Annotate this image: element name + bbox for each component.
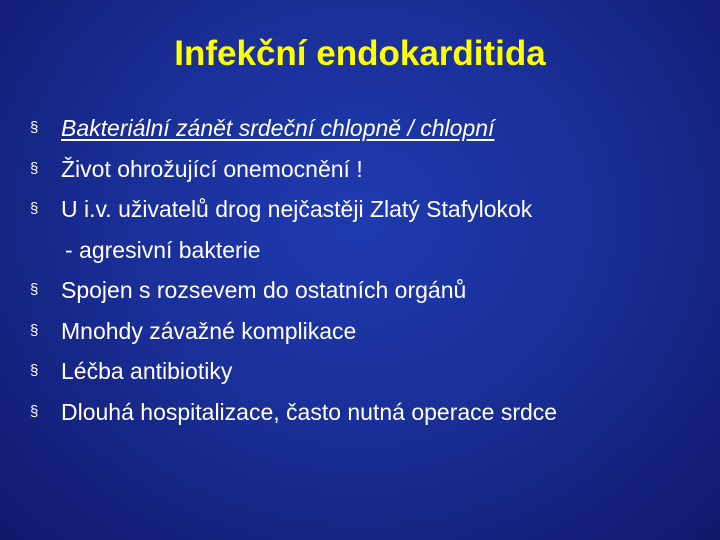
list-item-text: Léčba antibiotiky (61, 358, 233, 384)
list-item-text: Život ohrožující onemocnění ! (61, 155, 363, 182)
list-item (30, 189, 710, 230)
list-item (30, 351, 710, 392)
bullet-marker-icon: § (30, 321, 39, 339)
bullet-marker-icon: § (30, 281, 39, 298)
bullet-marker-icon: § (30, 200, 39, 217)
bullet-marker-icon: § (30, 119, 39, 136)
list-item (30, 311, 710, 352)
bullet-marker-icon: § (30, 362, 39, 379)
bullet-marker-icon: § (30, 159, 39, 177)
list-item-text: Bakteriální zánět srdeční chlopně / chlopní (61, 115, 495, 141)
list-item-text: Mnohdy závažné komplikace (61, 317, 357, 344)
list-item (30, 149, 710, 190)
list-item-text: U i.v. uživatelů drog nejčastěji Zlatý Stafylokok (61, 196, 533, 222)
list-item-text: - agresivní bakterie (65, 236, 261, 263)
slide-title: Infekční endokarditida (174, 34, 546, 73)
list-item-continuation (30, 230, 710, 271)
bullet-marker-icon: § (30, 402, 39, 420)
list-item (30, 108, 710, 149)
list-item-text: Spojen s rozsevem do ostatních orgánů (61, 277, 467, 303)
list-item (30, 270, 710, 311)
list-item (30, 392, 710, 433)
bullet-list (30, 108, 710, 432)
list-item-text: Dlouhá hospitalizace, často nutná operace srdce (61, 398, 558, 425)
